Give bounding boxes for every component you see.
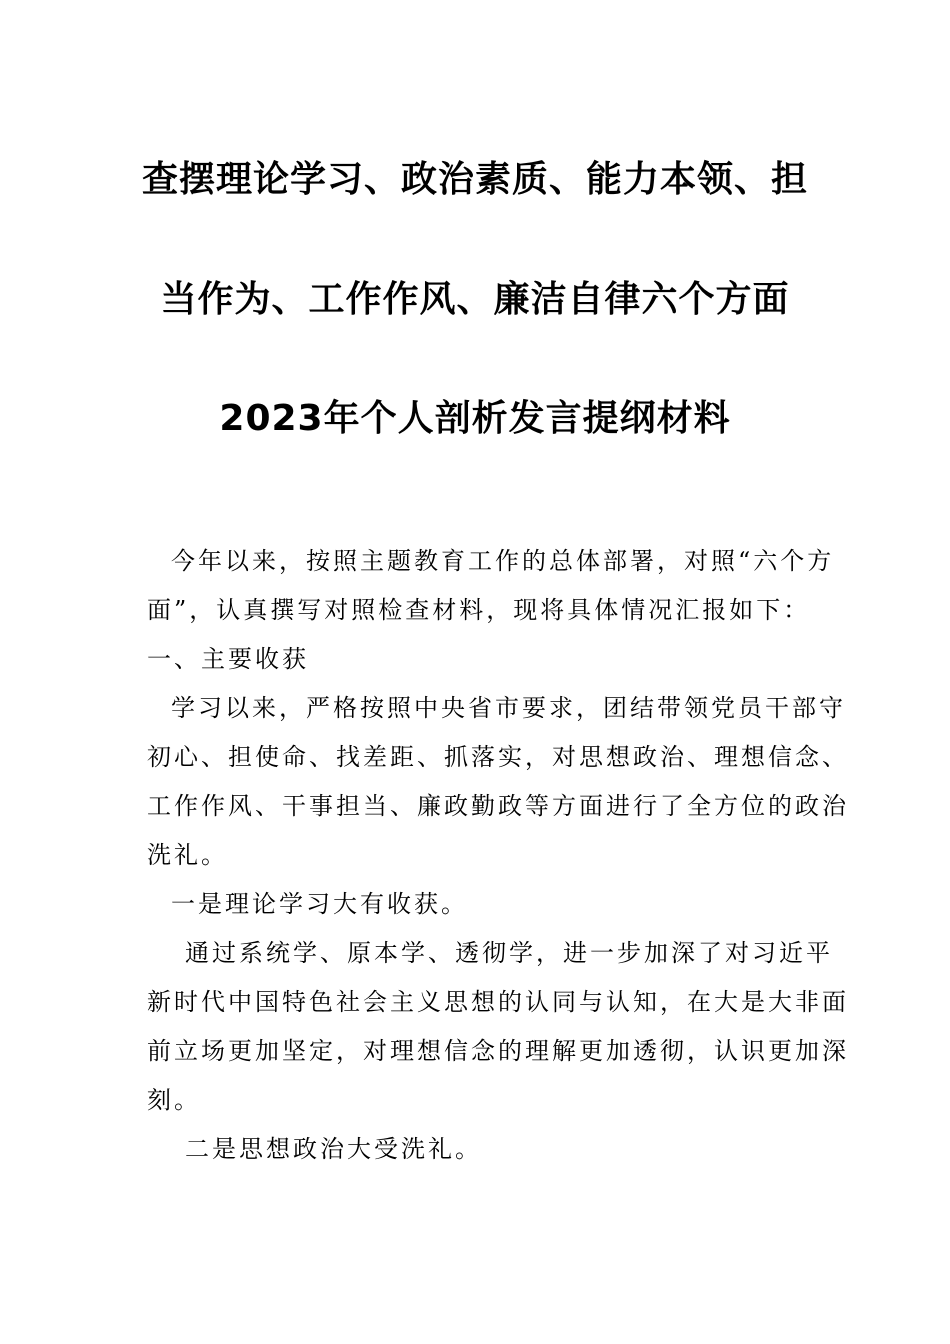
paragraph-gains-line-1: 学习以来，严格按照中央省市要求，团结带领党员干部守 <box>171 694 846 722</box>
document-title-line-2: 当作为、工作作风、廉洁自律六个方面 <box>160 279 790 320</box>
paragraph-theory-line-2: 新时代中国特色社会主义思想的认同与认知，在大是大非面 <box>147 988 849 1016</box>
section-heading-main-gains: 一、主要收获 <box>147 645 309 673</box>
paragraph-intro-line-2: 面”，认真撰写对照检查材料，现将具体情况汇报如下： <box>147 596 811 624</box>
paragraph-gains-line-3: 工作作风、干事担当、廉政勤政等方面进行了全方位的政治 <box>147 792 849 820</box>
document-title-line-3: 2023年个人剖析发言提纲材料 <box>219 398 731 439</box>
paragraph-theory-line-3: 前立场更加坚定，对理想信念的理解更加透彻，认识更加深 <box>147 1037 849 1065</box>
subheading-theory-study: 一是理论学习大有收获。 <box>171 890 468 918</box>
paragraph-gains-line-4: 洗礼。 <box>147 841 228 869</box>
subheading-political-baptism: 二是思想政治大受洗礼。 <box>185 1135 482 1163</box>
paragraph-theory-line-4: 刻。 <box>147 1086 201 1114</box>
paragraph-intro-line-1: 今年以来，按照主题教育工作的总体部署，对照“六个方 <box>171 547 835 575</box>
document-body <box>147 537 849 1174</box>
document-title-line-1: 查摆理论学习、政治素质、能力本领、担 <box>141 159 808 200</box>
paragraph-gains-line-2: 初心、担使命、找差距、抓落实，对思想政治、理想信念、 <box>147 743 849 771</box>
paragraph-theory-line-1: 通过系统学、原本学、透彻学，进一步加深了对习近平 <box>185 939 833 967</box>
